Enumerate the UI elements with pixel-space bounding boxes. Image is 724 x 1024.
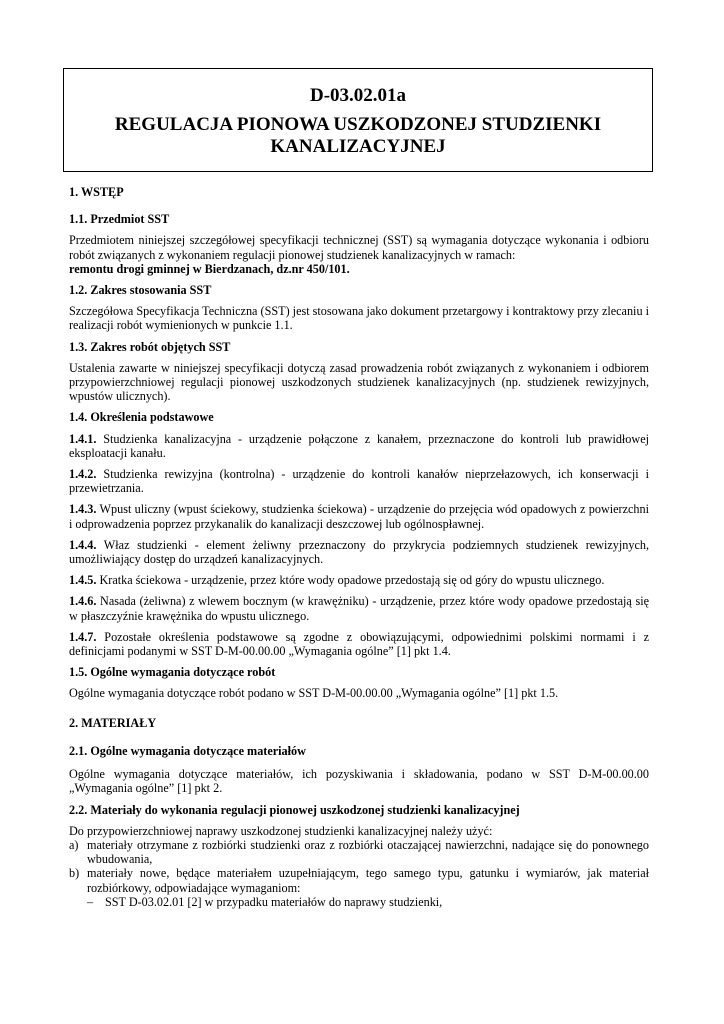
list-marker: a): [69, 837, 79, 852]
definition-number: 1.4.1.: [69, 431, 97, 446]
heading-1-5: 1.5. Ogólne wymagania dotyczące robót: [69, 665, 276, 680]
definition-text: Wpust uliczny (wpust ściekowy, studzienka ściekowa) - urządzenie do przejęcia wód opadowych z powierzchni i odprowadzenia poprzez przykanalik do kanalizacji deszczowej lub ogólnospławnej.: [69, 502, 649, 531]
paragraph-2-1: Ogólne wymagania dotyczące materiałów, ich pozyskiwania i składowania, podano w SST D-M-00.00.00 „Wymagania ogólne” [1] pkt 2.: [69, 767, 649, 796]
definition-number: 1.4.4.: [69, 537, 97, 552]
heading-2-1: 2.1. Ogólne wymagania dotyczące materiałów: [69, 743, 306, 758]
paragraph-1-2: Szczegółowa Specyfikacja Techniczna (SST) jest stosowana jako dokument przetargowy i kontraktowy przy zlecaniu i realizacji robót wymienionych w punkcie 1.1.: [69, 304, 649, 333]
definition-1-4-3: [69, 502, 649, 530]
definition-number: 1.4.7.: [69, 629, 97, 644]
definition-text: Pozostałe określenia podstawowe są zgodne z obowiązującymi, odpowiednimi polskimi normami i z definicjami podanymi w SST D-M-00.00.00 „Wymagania ogólne” [1] pkt 1.4.: [69, 629, 649, 659]
dash-marker: –: [87, 894, 94, 909]
definition-text: Kratka ściekowa - urządzenie, przez które wody opadowe przedostają się od góry do wpustu ulicznego.: [96, 573, 605, 588]
section-heading-1: 1. WSTĘP: [69, 185, 124, 199]
definition-1-4-1: [69, 432, 649, 460]
list-item-b: [69, 866, 649, 894]
list-item-a: [69, 838, 649, 866]
definition-text: Studzienka rewizyjna (kontrolna) - urządzenie do kontroli kanałów nieprzełazowych, ich konserwacji i przewietrzania.: [69, 467, 649, 496]
definition-text: Studzienka kanalizacyjna - urządzenie połączone z kanałem, przeznaczone do kontroli lub prawidłowej eksploatacji kanału.: [69, 431, 649, 460]
dash-item-text: SST D-03.02.01 [2] w przypadku materiałów do naprawy studzienki,: [105, 894, 443, 909]
list-marker: b): [69, 866, 80, 881]
heading-2-2: 2.2. Materiały do wykonania regulacji pionowej uszkodzonej studzienki kanalizacyjnej: [69, 802, 520, 817]
heading-1-1: 1.1. Przedmiot SST: [69, 212, 170, 227]
paragraph-2-2-intro: Do przypowierzchniowej naprawy uszkodzonej studzienki kanalizacyjnej należy użyć:: [69, 823, 493, 838]
list-item-text: materiały otrzymane z rozbiórki studzienki oraz z rozbiórki otaczającej nawierzchni, nadające się do ponownego wbudowania,: [87, 837, 649, 867]
project-name: remontu drogi gminnej w Bierdzanach, dz.nr 450/101.: [69, 261, 350, 276]
document-code: D-03.02.01a: [309, 85, 407, 106]
title-line-1: REGULACJA PIONOWA USZKODZONEJ STUDZIENKI: [114, 114, 602, 135]
paragraph-1-5: Ogólne wymagania dotyczące robót podano w SST D-M-00.00.00 „Wymagania ogólne” [1] pkt 1.5.: [69, 686, 559, 701]
document-body: [69, 181, 649, 909]
definition-number: 1.4.6.: [69, 594, 97, 609]
section-heading-2: 2. MATERIAŁY: [69, 715, 157, 730]
heading-1-3: 1.3. Zakres robót objętych SST: [69, 339, 231, 354]
definition-1-4-2: [69, 467, 649, 495]
definition-1-4-5: [69, 573, 649, 587]
definition-number: 1.4.5.: [69, 573, 97, 588]
paragraph-1-1: [69, 233, 649, 276]
definition-1-4-4: [69, 538, 649, 566]
paragraph-1-3: Ustalenia zawarte w niniejszej specyfikacji dotyczą zasad prowadzenia robót związanych z wykonaniem i odbiorem przypowierzchniowej regulacji pionowej uszkodzonych studzienek kanalizacyjnych (np. studzienek rewizyjnych, wpustów ulicznych).: [69, 360, 649, 404]
definition-text: Właz studzienki - element żeliwny przeznaczony do przykrycia podziemnych studzienek rewizyjnych, umożliwiający dostęp do urządzeń kanalizacyjnych.: [69, 537, 649, 567]
paragraph-1-1-text: Przedmiotem niniejszej szczegółowej specyfikacji technicznej (SST) są wymagania dotyczące wykonania i odbioru robót związanych z wykonaniem regulacji pionowej studzienek kanalizacyjnych w ramach:: [69, 233, 649, 262]
definition-number: 1.4.3.: [69, 502, 97, 517]
title-box: [63, 68, 653, 172]
document-title: [64, 114, 652, 158]
definition-number: 1.4.2.: [69, 467, 97, 482]
title-line-2: KANALIZACYJNEJ: [270, 136, 446, 157]
heading-1-4: 1.4. Określenia podstawowe: [69, 410, 214, 425]
dash-list-item: [69, 895, 649, 909]
definition-text: Nasada (żeliwna) z wlewem bocznym (w krawężniku) - urządzenie, przez które wody opadowe przedostają się w płaszczyźnie krawężnika do wpustu ulicznego.: [69, 594, 649, 623]
list-item-text: materiały nowe, będące materiałem uzupełniającym, tego samego typu, gatunku i wymiarów, jak materiał rozbiórkowy, odpowiadające wymaganiom:: [87, 866, 649, 895]
definition-1-4-7: [69, 630, 649, 658]
heading-1-2: 1.2. Zakres stosowania SST: [69, 283, 212, 298]
definition-1-4-6: [69, 594, 649, 622]
